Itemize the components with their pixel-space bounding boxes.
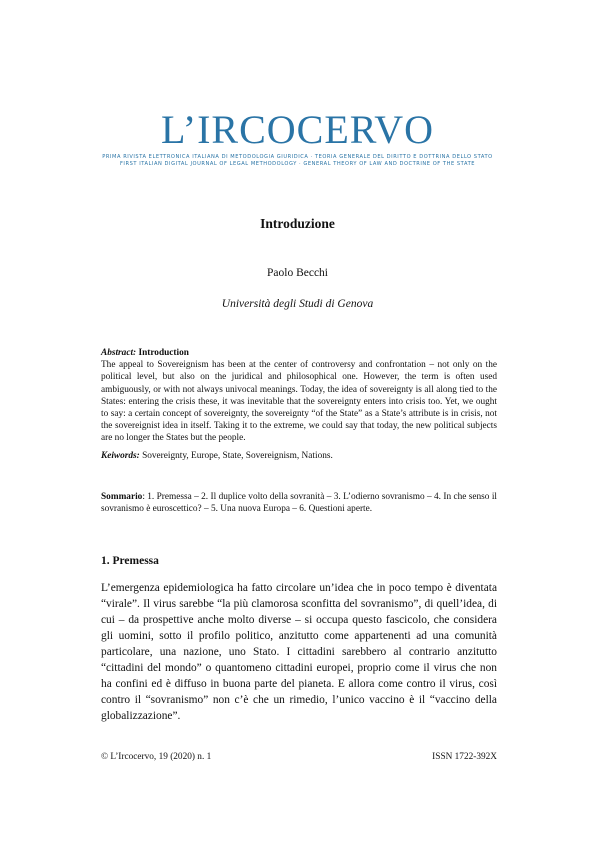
summary-text: : 1. Premessa – 2. Il duplice volto della sovranità – 3. L’odierno sovranismo – 4. In che senso il sovranismo è euroscettico? – 5. Una nuova Europa – 6. Questioni aperte. [101, 492, 497, 515]
journal-logo: L’IRCOCERVO [160, 107, 434, 152]
footer-citation: © L’Ircocervo, 19 (2020) n. 1 [101, 752, 212, 762]
summary-label: Sommario [101, 492, 143, 502]
abstract-block: Abstract: Introduction The appeal to Sovereignism has been at the center of controversy and confrontation – not only on the political level, but also on the juridical and philosophical one. However, the term is often used ambiguously, or with not always univocal meanings. Today, the idea of sovereignty is all along tied to the States: entering the crisis these, it was inevitable that the sovereignty enters into crisis too. Yet, we ought to say: a certain concept of sovereignty, the sovereignty “of the State” as a State’s attribute is in crisis, not the sovereignist idea in itself. Taking it to the extreme, we could say that today, the new political subjects are no longer the States but the people. [101, 348, 497, 444]
abstract-text: The appeal to Sovereignism has been at the center of controversy and confrontation – not only on the political level, but also on the juridical and philosophical one. However, the term is often used ambiguously, or with not always univocal meanings. Today, the idea of sovereignty is all along tied to the States: entering the crisis these, it was inevitable that the sovereignty enters into crisis too. Yet, we ought to say: a certain concept of sovereignty, the sovereignty “of the State” as a State’s attribute is in crisis, not the sovereignist idea in itself. Taking it to the extreme, we could say that today, the new political subjects are no longer the States but the people. [101, 360, 497, 444]
journal-masthead [0, 107, 595, 168]
journal-subtitle-italian: PRIMA RIVISTA ELETTRONICA ITALIANA DI METODOLOGIA GIURIDICA · TEORIA GENERALE DEL DIRITTO E DOTTRINA DELLO STATO [102, 154, 493, 160]
footer-issn: ISSN 1722-392X [432, 752, 497, 762]
journal-subtitle-english: FIRST ITALIAN DIGITAL JOURNAL OF LEGAL METHODOLOGY · GENERAL THEORY OF LAW AND DOCTRINE OF THE STATE [119, 161, 476, 167]
article-author: Paolo Becchi [267, 267, 328, 279]
article-title: Introduzione [260, 216, 335, 231]
summary-block [101, 491, 497, 515]
abstract-title: Introduction [138, 348, 189, 358]
keywords-block [101, 450, 497, 462]
abstract-label: Abstract [101, 348, 134, 358]
keywords-label: Keiwords: [101, 451, 140, 461]
section-heading: 1. Premessa [101, 555, 159, 567]
author-affiliation: Università degli Studi di Genova [221, 298, 374, 310]
keywords-text: Sovereignty, Europe, State, Sovereignism, Nations. [142, 451, 333, 461]
body-paragraph: L’emergenza epidemiologica ha fatto circolare un’idea che in poco tempo è diventata “virale”. Il virus sarebbe “la più clamorosa sconfitta del sovranismo”, di quell’idea, di cui – da prospettive anche molto diverse – si occupa questo fascicolo, che considera gli uomini, sotto il profilo politico, anzitutto come appartenenti ad una comunità particolare, una nazione, uno Stato. I cittadini sarebbero al contrario anzitutto “cittadini del mondo” o quantomeno cittadini europei, proprio come il virus che non ha confini ed è diffuso in buona parte del pianeta. E allora come contro il virus, così contro il “sovranismo” non c’è che un rimedio, l’unico vaccino è il “vaccino della globalizzazione”. [101, 582, 497, 722]
